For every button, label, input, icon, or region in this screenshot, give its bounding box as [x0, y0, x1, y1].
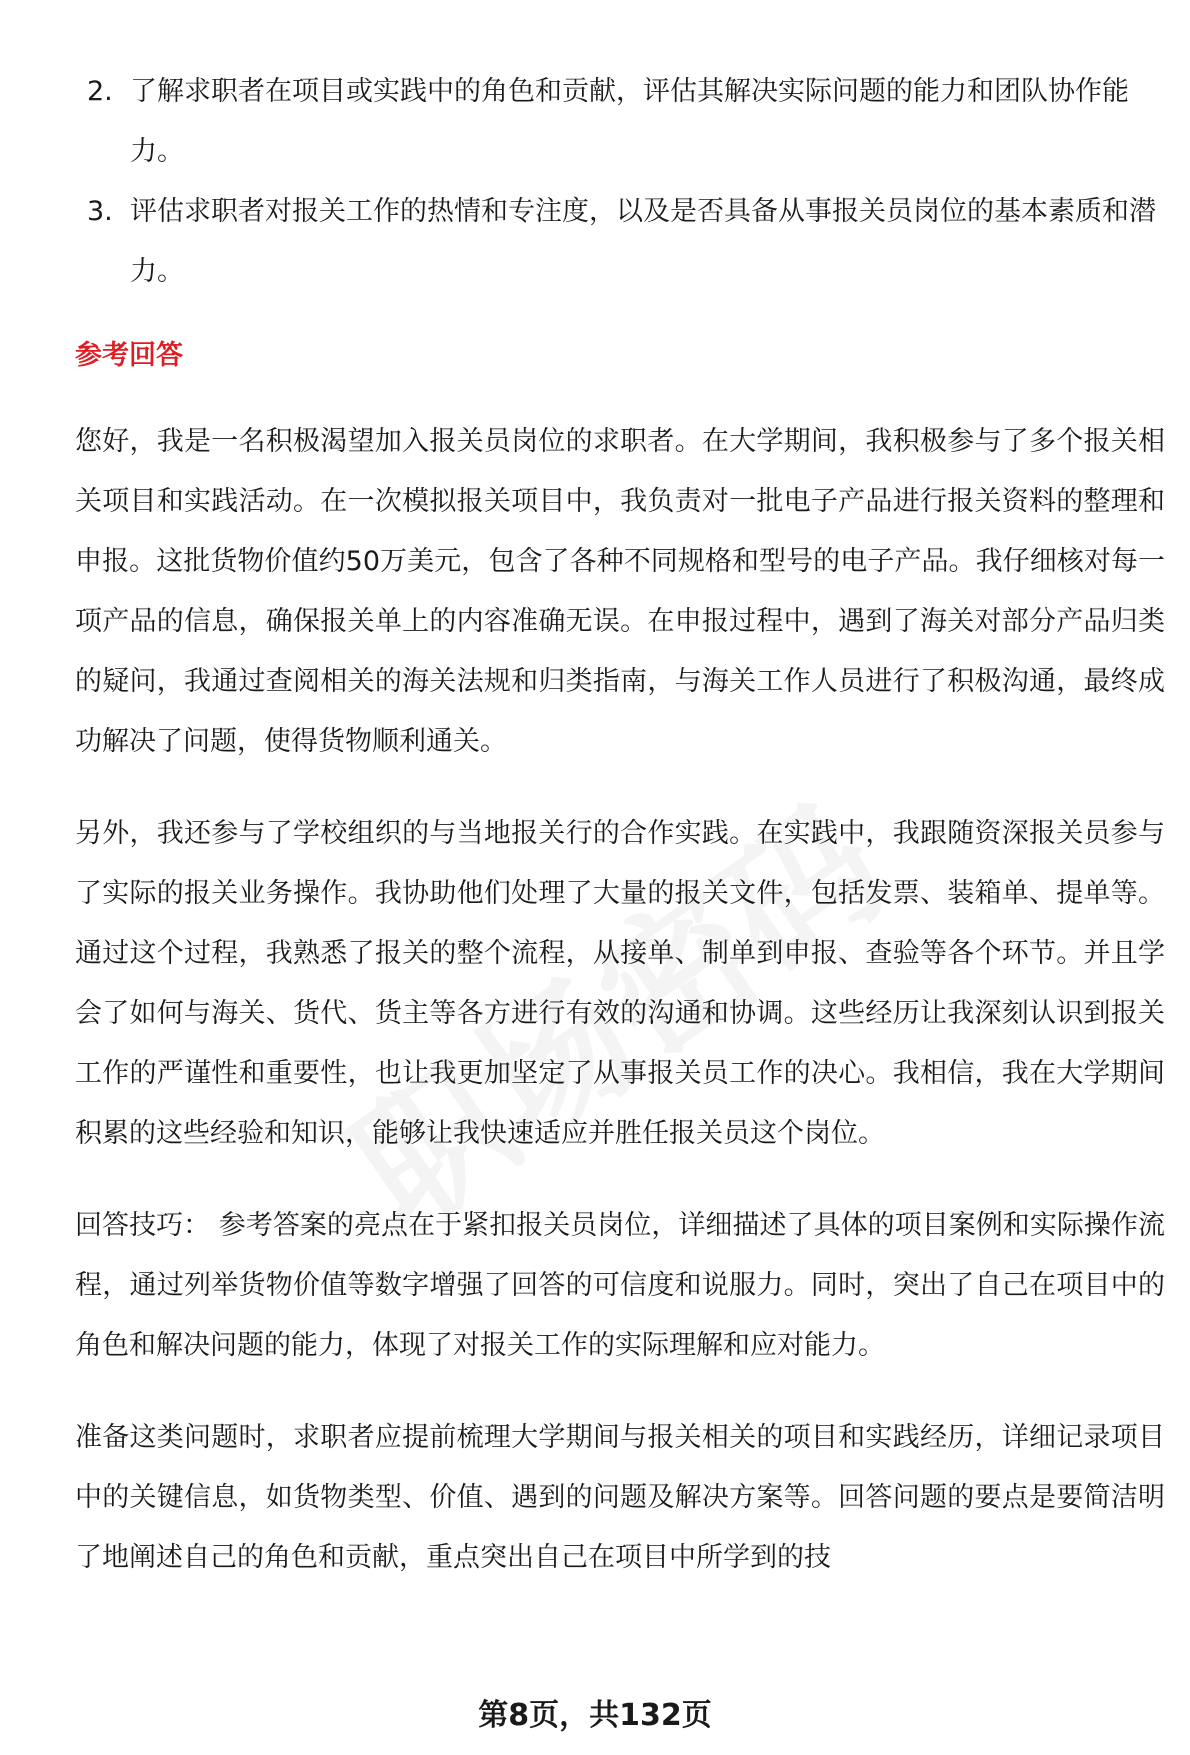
list-item	[75, 62, 1165, 182]
page-number-footer: 第8页，共132页	[478, 1698, 712, 1733]
list-number: 3.	[87, 196, 113, 227]
section-title-reference-answer: 参考回答	[75, 340, 183, 371]
list-number: 2.	[87, 76, 113, 107]
list-item	[75, 182, 1165, 302]
paragraph: 另外，我还参与了学校组织的与当地报关行的合作实践。在实践中，我跟随资深报关员参与了实际的报关业务操作。我协助他们处理了大量的报关文件，包括发票、装箱单、提单等。通过这个过程，我熟悉了报关的整个流程，从接单、制单到申报、查验等各个环节。并且学会了如何与海关、货代、货主等各方进行有效的沟通和协调。这些经历让我深刻认识到报关工作的严谨性和重要性，也让我更加坚定了从事报关员工作的决心。我相信，我在大学期间积累的这些经验和知识，能够让我快速适应并胜任报关员这个岗位。	[75, 818, 1165, 1149]
list-text: 了解求职者在项目或实践中的角色和贡献，评估其解决实际问题的能力和团队协作能力。	[130, 76, 1129, 167]
paragraph-answer-tips: 回答技巧： 参考答案的亮点在于紧扣报关员岗位，详细描述了具体的项目案例和实际操作流程，通过列举货物价值等数字增强了回答的可信度和说服力。同时，突出了自己在项目中的角色和解决问题的能力，体现了对报关工作的实际理解和应对能力。	[75, 1210, 1165, 1361]
paragraph: 准备这类问题时，求职者应提前梳理大学期间与报关相关的项目和实践经历，详细记录项目中的关键信息，如货物类型、价值、遇到的问题及解决方案等。回答问题的要点是要简洁明了地阐述自己的角色和贡献，重点突出自己在项目中所学到的技	[75, 1422, 1165, 1573]
paragraph: 您好，我是一名积极渴望加入报关员岗位的求职者。在大学期间，我积极参与了多个报关相关项目和实践活动。在一次模拟报关项目中，我负责对一批电子产品进行报关资料的整理和申报。这批货物价值约50万美元，包含了各种不同规格和型号的电子产品。我仔细核对每一项产品的信息，确保报关单上的内容准确无误。在申报过程中，遇到了海关对部分产品归类的疑问，我通过查阅相关的海关法规和归类指南，与海关工作人员进行了积极沟通，最终成功解决了问题，使得货物顺利通关。	[75, 426, 1165, 757]
page-content	[75, 62, 1165, 1620]
list-text: 评估求职者对报关工作的热情和专注度，以及是否具备从事报关员岗位的基本素质和潜力。	[130, 196, 1156, 287]
